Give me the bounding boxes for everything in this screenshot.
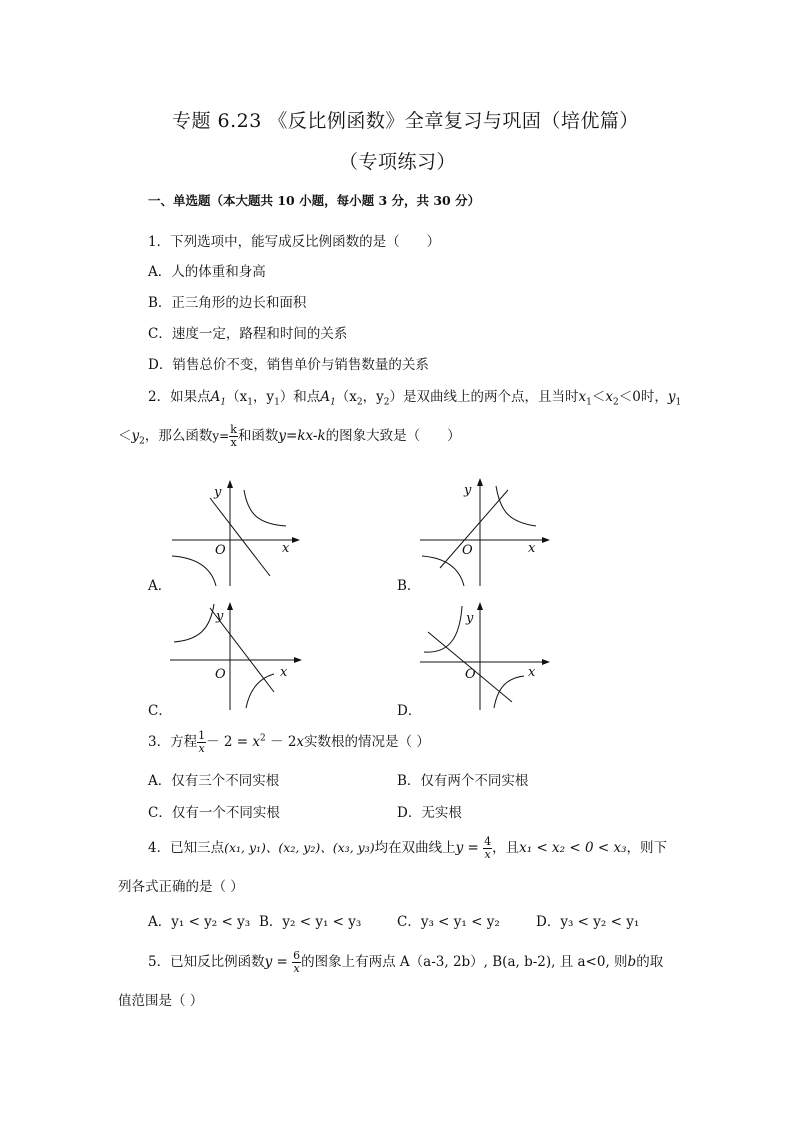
q3-option-a: A．仅有三个不同实根 [148, 773, 280, 789]
q2-option-d: D． [397, 703, 422, 719]
svg-text:O: O [465, 667, 476, 682]
q4-option-c: C．y₃ < y₁ < y₂ [397, 914, 500, 930]
q2-option-a: A． [148, 578, 172, 594]
page-title: 专题 6.23 《反比例函数》全章复习与巩固（培优篇） [172, 110, 639, 132]
q4-option-a: A．y₁ < y₂ < y₃ [148, 914, 251, 930]
q2-stem-line2: $<y_2$，那么函数y= $\frac{k}{x}$ 和函数y=kx-k的图象大致是（ ） [118, 423, 461, 449]
section-heading: 一、单选题（本大题共 10 小题，每小题 3 分，共 30 分） [148, 193, 481, 208]
svg-text:O: O [462, 543, 473, 558]
q4-stem-line2: 列各式正确的是（ ） [118, 879, 244, 895]
q1-option-b: B．正三角形的边长和面积 [148, 295, 307, 311]
q3-option-d: D．无实根 [397, 805, 462, 821]
q3-option-c: C．仅有一个不同实根 [148, 805, 280, 821]
svg-text:y: y [466, 611, 474, 626]
q2-graph-a [170, 478, 310, 588]
q2-graph-b [420, 476, 560, 588]
q1-option-d: D．销售总价不变，销售单价与销售数量的关系 [148, 357, 429, 373]
q2-graph-d [420, 600, 560, 712]
svg-text:O: O [215, 543, 226, 558]
q5-stem-line1: 5．已知反比例函数y = $\frac{6}{x}$ 的图象上有两点 A（a-3, 2b）, B(a, b-2), 且 a<0, 则b的取 [148, 949, 664, 975]
q2-stem-line1: 2．如果点$A_1(x_1$，$y_1$）和点$A_1(x_2$，$y_2$）是双曲线上的两个点，且当时$x_1<x_2<0$时，$y_1$ [148, 389, 682, 408]
page-subtitle: （专项练习） [339, 151, 457, 173]
q1-option-a: A．人的体重和身高 [148, 264, 266, 280]
svg-text:x: x [280, 665, 288, 680]
q2-graph-c [170, 600, 310, 712]
q4-option-d: D．y₃ < y₂ < y₁ [536, 914, 640, 930]
q1-stem: 1．下列选项中，能写成反比例函数的是（ ） [148, 234, 441, 250]
q4-stem-line1: 4．已知三点(x₁, y₁)、(x₂, y₂)、(x₃, y₃)均在双曲线上y = $\frac{4}{x}$ ，且x₁ < x₂ < 0 < x₃，则下 [148, 835, 667, 861]
q5-stem-line2: 值范围是（ ） [118, 993, 204, 1009]
q3-stem: 3．方程 $\frac{1}{x}$ － $2 = x^2 - 2x$实数根的情况是（ ） [148, 729, 430, 755]
svg-text:x: x [528, 665, 536, 680]
svg-text:x: x [528, 541, 536, 556]
svg-text:x: x [282, 541, 290, 556]
q1-option-c: C．速度一定，路程和时间的关系 [148, 326, 348, 342]
q2-option-c: C． [148, 703, 172, 719]
q4-option-b: B．y₂ < y₁ < y₃ [259, 914, 362, 930]
svg-text:y: y [214, 485, 222, 500]
svg-text:y: y [216, 609, 224, 624]
svg-text:O: O [215, 667, 226, 682]
q3-option-b: B．仅有两个不同实根 [397, 773, 529, 789]
svg-text:y: y [464, 483, 472, 498]
q2-option-b: B． [397, 578, 421, 594]
